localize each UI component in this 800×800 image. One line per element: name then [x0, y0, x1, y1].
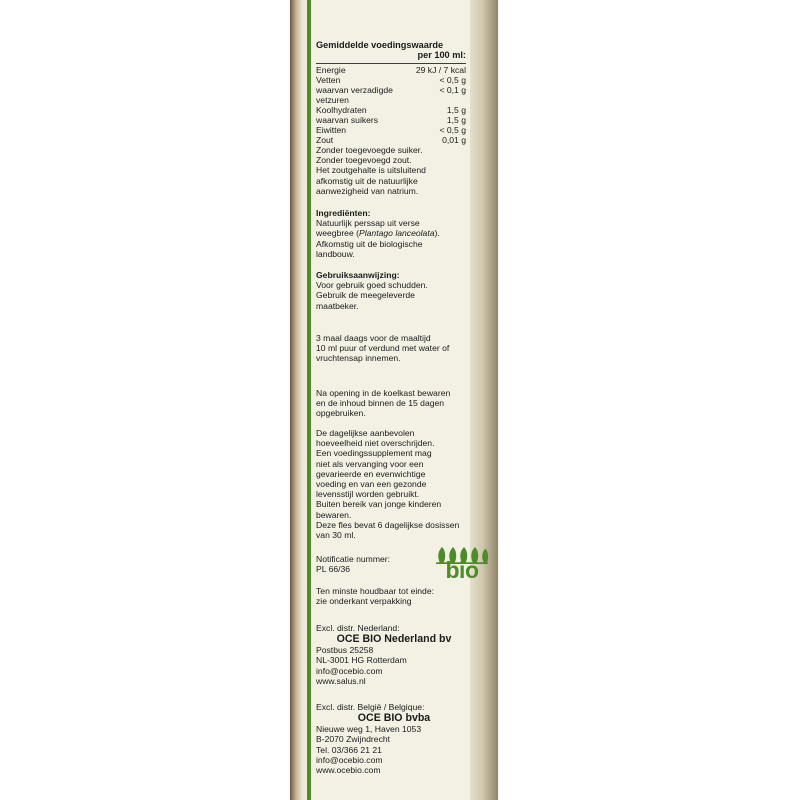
storage-block — [316, 388, 472, 419]
warning-line: Buiten bereik van jonge kinderen — [316, 499, 442, 510]
distributor-be-name: OCE BIO bvba — [357, 712, 431, 725]
usage-line: Voor gebruik goed schudden. — [316, 280, 428, 291]
table-row — [316, 105, 466, 115]
nutrition-label: Vetten — [316, 74, 341, 85]
ingredients-line: Afkomstig uit de biologische — [316, 238, 423, 249]
warning-line: levensstijl worden gebruikt. — [316, 489, 420, 500]
warning-line: Deze fles bevat 6 dagelijkse dosissen — [316, 519, 460, 530]
ingredients-line-suffix: ). — [434, 228, 440, 239]
carton-right-side-face — [470, 0, 498, 800]
dosage-line: 3 maal daags voor de maaltijd — [316, 333, 431, 343]
table-row — [316, 135, 466, 145]
nutrition-value: < 0,5 g — [439, 124, 466, 135]
storage-line: en de inhoud binnen de 15 dagen — [316, 398, 445, 409]
distributor-be-block — [316, 702, 472, 775]
warning-line: bewaren. — [316, 509, 352, 520]
claim-line: Zonder toegevoegd zout. — [316, 155, 412, 166]
storage-line: Na opening in de koelkast bewaren — [316, 388, 451, 398]
nutrition-per-label: per 100 ml: — [417, 50, 466, 61]
table-row — [316, 65, 466, 75]
table-row — [316, 85, 466, 105]
table-row — [316, 75, 466, 85]
distributor-be-label: Excl. distr. België / Belgique: — [316, 702, 425, 712]
dosage-line: 10 ml puur of verdund met water of — [316, 343, 450, 354]
nutrition-block — [316, 40, 472, 145]
warning-line: van 30 ml. — [316, 530, 356, 541]
warning-line: Een voedingssupplement mag — [316, 448, 432, 459]
table-row — [316, 115, 466, 125]
nutrition-value: < 0,1 g — [439, 84, 466, 95]
distributor-be-phone: Tel. 03/366 21 21 — [316, 744, 382, 755]
bio-logo — [434, 544, 490, 590]
nutrition-value: 29 kJ / 7 kcal — [415, 64, 466, 75]
best-before-line: zie onderkant verpakking — [316, 596, 412, 607]
claim-line: afkomstig uit de natuurlijke — [316, 175, 418, 186]
table-row — [316, 125, 466, 135]
usage-block — [316, 270, 472, 311]
usage-line: maatbeker. — [316, 300, 359, 311]
usage-line: Gebruik de meegeleverde — [316, 290, 415, 301]
distributor-nl-name: OCE BIO Nederland bv — [336, 633, 452, 646]
warning-line: gevarieerde en evenwichtige — [316, 468, 426, 479]
claim-line: aanwezigheid van natrium. — [316, 185, 419, 196]
ingredients-line: Natuurlijk perssap uit verse — [316, 218, 420, 229]
distributor-nl-label: Excl. distr. Nederland: — [316, 623, 400, 633]
nutrition-value: 1,5 g — [446, 104, 466, 115]
warning-line: voeding en van een gezonde — [316, 479, 427, 490]
warning-line: De dagelijkse aanbevolen — [316, 428, 415, 438]
distributor-be-website: www.ocebio.com — [316, 765, 381, 776]
nutrition-label: waarvan suikers — [316, 114, 379, 125]
nutrition-divider — [316, 63, 466, 64]
ingredients-block — [316, 208, 472, 259]
warning-line: niet als vervanging voor een — [316, 458, 424, 469]
claim-line: Zonder toegevoegde suiker. — [316, 145, 423, 155]
ingredients-heading: Ingrediënten: — [316, 208, 371, 218]
storage-line: opgebruiken. — [316, 408, 366, 419]
nutrition-label: waarvan verzadigde vetzuren — [316, 84, 393, 105]
best-before-line: Ten minste houdbaar tot einde: — [316, 586, 435, 596]
nutrition-value: 1,5 g — [446, 114, 466, 125]
warning-line: hoeveelheid niet overschrijden. — [316, 438, 435, 449]
distributor-be-email: info@ocebio.com — [316, 754, 383, 765]
warnings-block — [316, 428, 472, 540]
nutrition-value: 0,01 g — [442, 134, 466, 145]
ingredients-line-botanical — [316, 228, 472, 238]
carton-left-fold — [290, 0, 302, 800]
green-vertical-rule — [307, 0, 311, 800]
notification-value: PL 66/36 — [316, 564, 351, 575]
nutrition-heading: Gemiddelde voedingswaarde — [316, 40, 444, 50]
bio-logo-text: bio — [445, 557, 479, 583]
dosage-line: vruchtensap innemen. — [316, 353, 401, 364]
usage-heading: Gebruiksaanwijzing: — [316, 270, 400, 280]
distributor-nl-website: www.salus.nl — [316, 675, 366, 686]
ingredients-line: landbouw. — [316, 248, 355, 259]
nutrition-label: Eiwitten — [316, 124, 347, 135]
nutrition-value: < 0,5 g — [439, 74, 466, 85]
notification-label: Notificatie nummer: — [316, 554, 391, 564]
dosage-block — [316, 333, 472, 364]
panel-text-content — [316, 0, 479, 800]
distributor-nl-email: info@ocebio.com — [316, 665, 383, 676]
nutrition-table — [316, 65, 466, 145]
nutrition-label: Energie — [316, 64, 346, 75]
distributor-nl-line: Postbus 25258 — [316, 645, 374, 656]
claim-line: Het zoutgehalte is uitsluitend — [316, 165, 426, 176]
distributor-nl-line: NL-3001 HG Rotterdam — [316, 655, 407, 666]
nutrition-label: Zout — [316, 134, 334, 145]
claims-block — [316, 145, 472, 196]
ingredients-line-prefix: weegbree ( — [316, 228, 359, 239]
distributor-be-line: B-2070 Zwijndrecht — [316, 734, 391, 745]
botanical-name: Plantago lanceolata — [359, 228, 435, 239]
distributor-nl-block — [316, 623, 472, 686]
nutrition-label: Koolhydraten — [316, 104, 367, 115]
distributor-be-line: Nieuwe weg 1, Haven 1053 — [316, 724, 422, 735]
